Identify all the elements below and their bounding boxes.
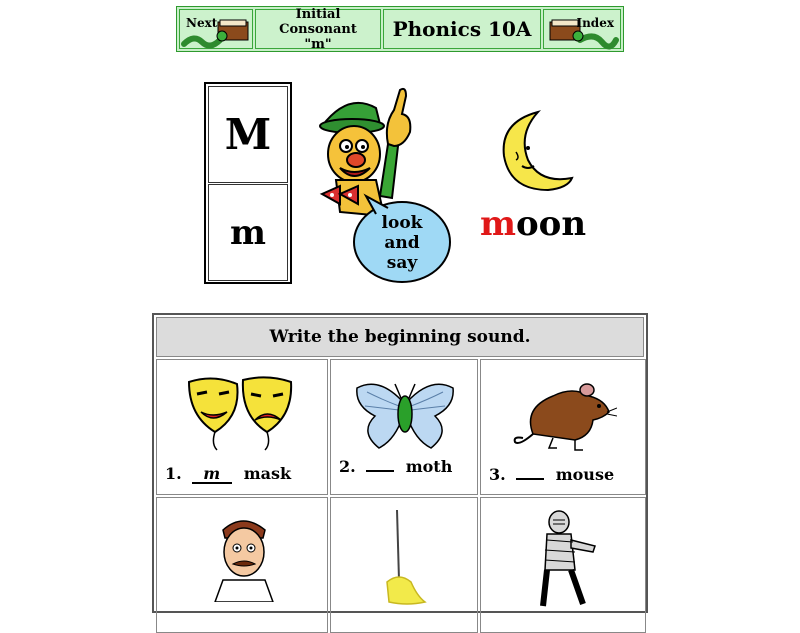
topic-line2: "m" <box>304 36 332 52</box>
index-button[interactable] <box>543 9 621 49</box>
bubble-line1: look <box>381 213 423 233</box>
worksheet-item <box>330 359 478 495</box>
bubble-line2: and <box>384 233 420 253</box>
nav-bar <box>176 6 624 52</box>
mop-image <box>381 510 431 610</box>
item-word: mouse <box>555 465 615 484</box>
item-number: 1. <box>165 464 182 483</box>
worksheet-item <box>480 359 646 495</box>
item-caption <box>165 464 321 484</box>
item-caption <box>489 465 639 484</box>
bubble-line3: say <box>386 253 418 273</box>
key-word <box>480 204 586 244</box>
uppercase-letter: M <box>208 86 288 183</box>
next-button[interactable] <box>179 9 253 49</box>
next-label: Next <box>186 16 218 30</box>
lowercase-letter: m <box>208 184 288 281</box>
answer-blank[interactable] <box>516 478 544 480</box>
man-image <box>209 512 279 602</box>
moon-image <box>498 108 578 194</box>
item-word: moth <box>405 457 453 476</box>
mouse-image <box>513 374 617 454</box>
worksheet <box>152 313 648 613</box>
index-label: Index <box>576 16 614 30</box>
item-number: 3. <box>489 465 506 484</box>
mummy-image <box>533 510 603 610</box>
key-word-rest: oon <box>515 204 587 244</box>
worksheet-grid <box>156 359 644 633</box>
instruction: Write the beginning sound. <box>156 317 644 357</box>
topic-cell <box>255 6 381 52</box>
worksheet-item <box>156 497 328 633</box>
answer-blank[interactable] <box>366 470 394 472</box>
item-caption <box>339 457 471 476</box>
mask-image <box>185 372 297 452</box>
item-word: mask <box>243 464 292 483</box>
letter-card <box>204 82 292 284</box>
worksheet-item <box>156 359 328 495</box>
leprechaun-image <box>318 84 458 284</box>
item-number: 2. <box>339 457 356 476</box>
topic-line1: Initial Consonant <box>279 6 357 37</box>
key-word-initial: m <box>480 204 516 244</box>
worksheet-item <box>330 497 478 633</box>
page-title: Phonics 10A <box>383 9 541 49</box>
worksheet-item <box>480 497 646 633</box>
moth-image <box>353 376 457 452</box>
answer-blank[interactable]: m <box>192 466 232 484</box>
